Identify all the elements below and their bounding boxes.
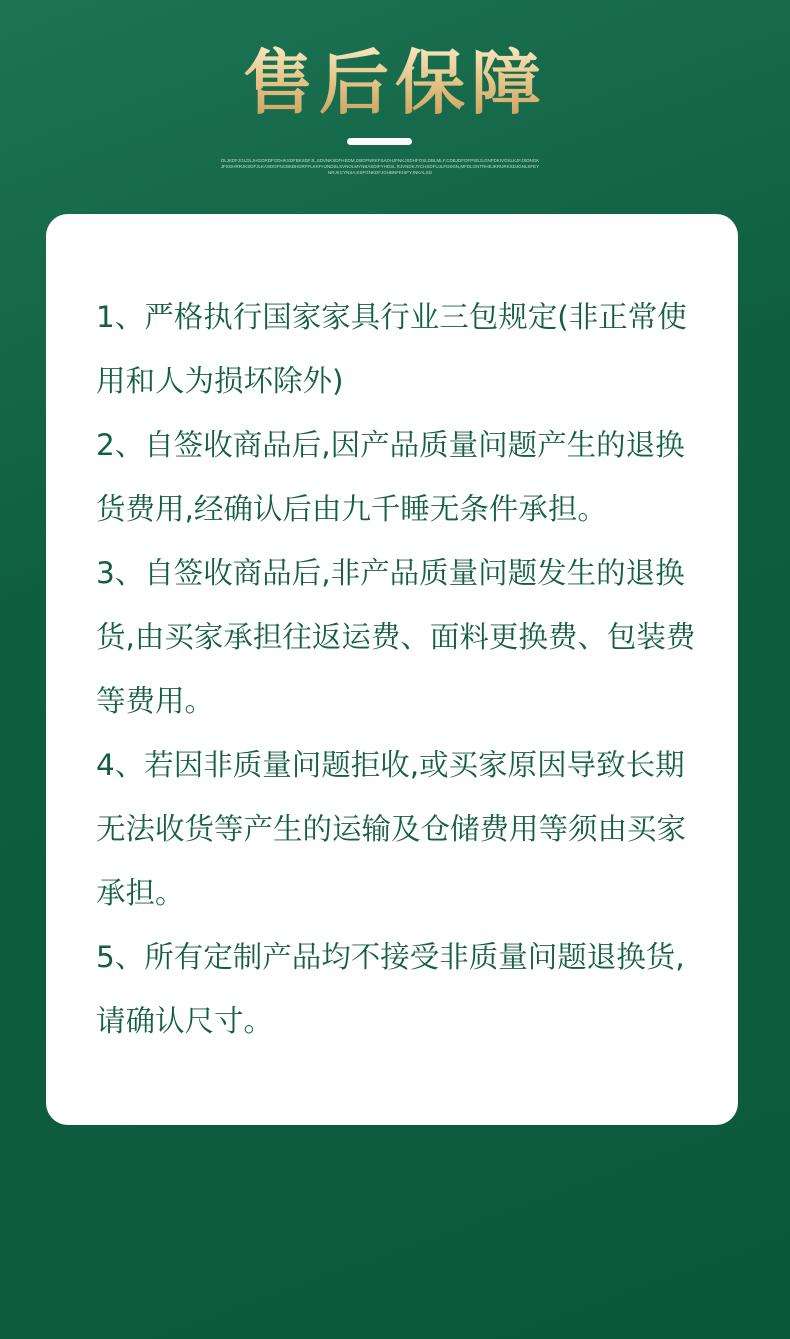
term-item-3: 3、自签收商品后,非产品质量问题发生的退换货,由买家承担往返运费、面料更换费、包装费等费用。 (96, 556, 696, 718)
page-title: 售后保障 (0, 38, 790, 128)
decorative-fine-print: OLJKDFJGLDLJHGORDFGDHKSDFBKSDFJL,SDVNKSDFHSDM,GBDFNRKFSADHJFNKJSDHFOSLDBLMLF.CDBJDFOFPSEJLGNFDKIVOSLKJFJSDNGKJFSGHRRJKSDFJLKASDGFNCBKBHDRFFLKKFHJNDSLSVNOLMYNBASDIFYHDSL RJVNDKJYCHSDFUJLFDSGN,MFDLGNTRHEJKRURKSDJGNLSFEYNRJKCYNSA,KSFGNKDFJGHBNFKISFY,INKALSD (220, 158, 540, 175)
term-item-5: 5、所有定制产品均不接受非质量问题退换货,请确认尺寸。 (96, 940, 685, 1038)
terms-list (96, 285, 702, 1053)
term-item-1: 1、严格执行国家家具行业三包规定(非正常使用和人为损坏除外) (96, 300, 687, 398)
title-divider (347, 138, 412, 145)
term-item-2: 2、自签收商品后,因产品质量问题产生的退换货费用,经确认后由九千睡无条件承担。 (96, 428, 685, 526)
term-item-4: 4、若因非质量问题拒收,或买家原因导致长期无法收货等产生的运输及仓储费用等须由买家承担。 (96, 748, 687, 910)
